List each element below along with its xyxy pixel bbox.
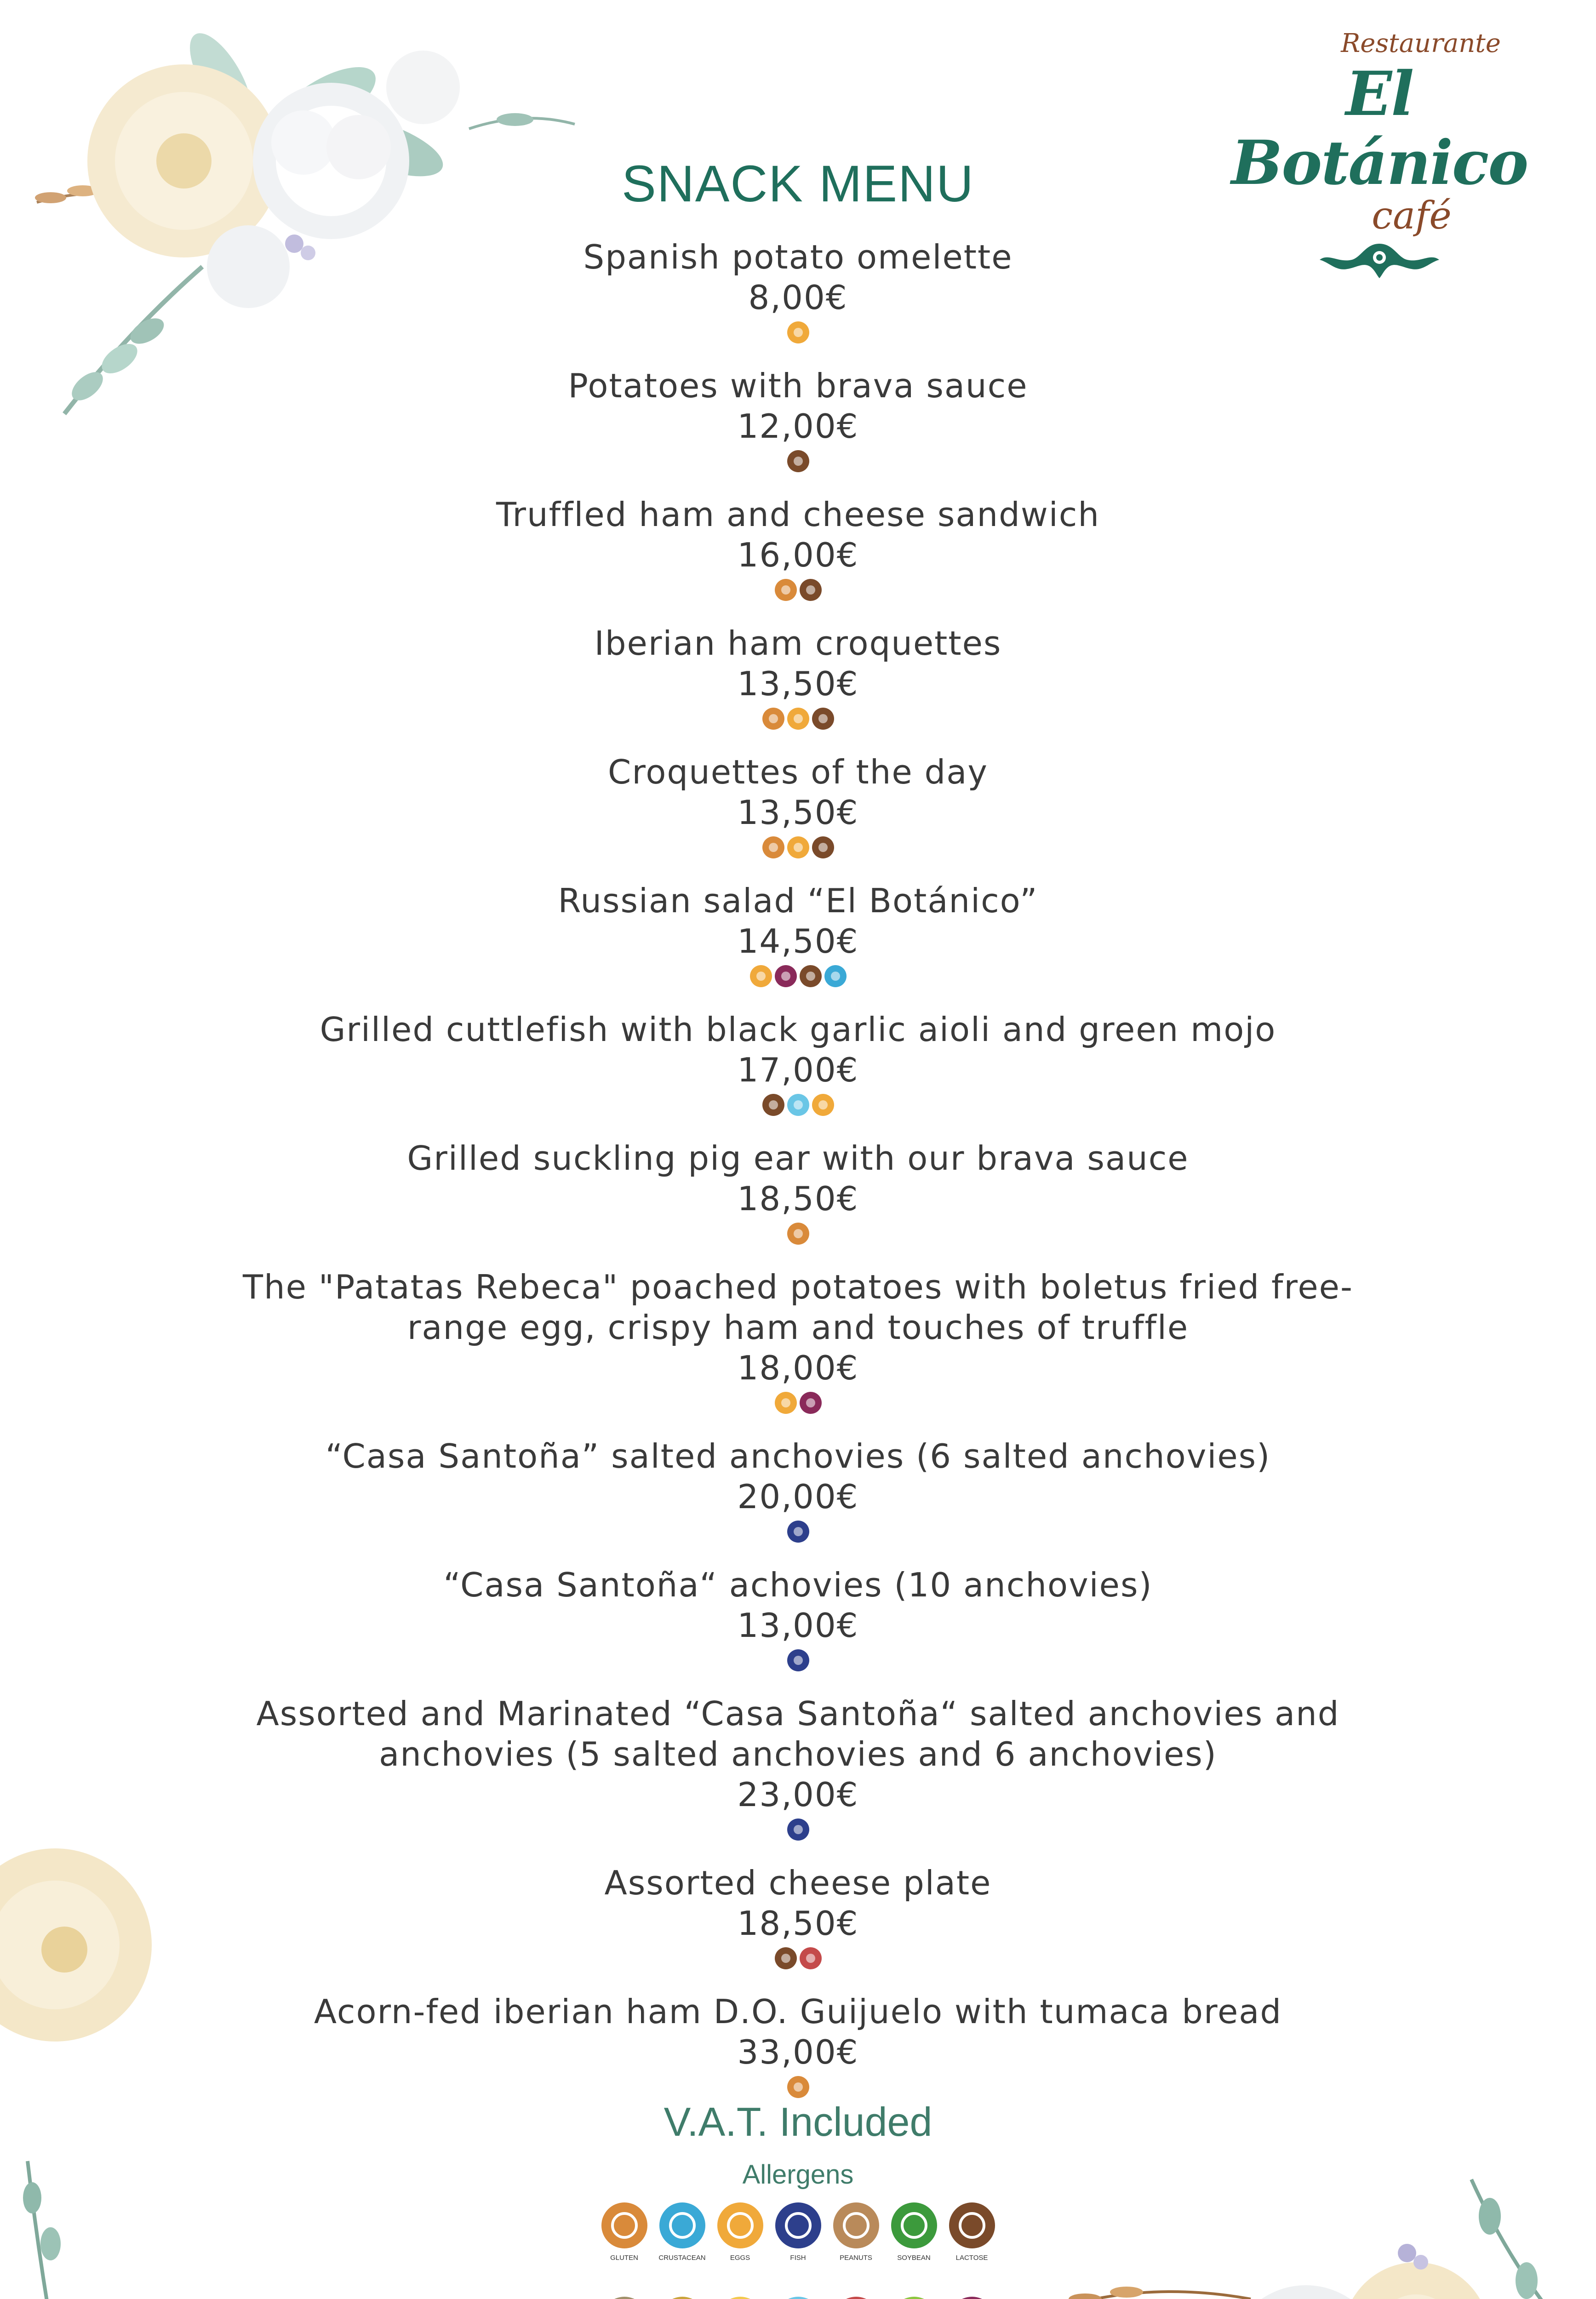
menu-item-price: 23,00€ [737,1775,859,1814]
fish-allergen-icon [787,1819,809,1841]
legend-label-eggs: EGGS [730,2254,750,2262]
eggs-icon [717,2202,763,2248]
menu-item-allergens [230,1221,1366,1247]
gluten-allergen-icon [762,708,784,730]
menu-item [230,1436,1366,1544]
menu-item-name: Spanish potato omelette [583,238,1013,276]
legend-item-eggs [716,2202,765,2262]
legend-item-celery [890,2297,938,2299]
menu-item-allergens [230,1390,1366,1416]
menu-item-allergens [230,1092,1366,1118]
menu-item-price: 18,50€ [737,1904,859,1943]
fish-allergen-icon [787,1521,809,1543]
shell-icon [775,2297,821,2299]
legend-label-peanuts: PEANUTS [840,2254,872,2262]
allergen-legend-row-2 [0,2297,1596,2299]
menu-item-allergens [230,1647,1366,1673]
menu-item-allergens [230,2074,1366,2100]
soy-pod-icon [891,2202,937,2248]
menu-item-allergens [230,1945,1366,1971]
eggs-allergen-icon [812,1094,834,1116]
menu-item-price: 8,00€ [748,278,848,317]
menu-item-price: 13,00€ [737,1606,859,1645]
eggs-allergen-icon [787,708,809,730]
menu-item-allergens [230,320,1366,345]
menu-item-name: Assorted cheese plate [604,1864,992,1902]
wheat-icon [601,2202,647,2248]
legend-label-soybean: SOYBEAN [897,2254,931,2262]
menu-item-list [230,237,1366,2120]
menu-item-allergens [230,706,1366,732]
menu-item-price: 14,50€ [737,922,859,961]
menu-item-name: The "Patatas Rebeca" poached potatoes with boletus fried free-range egg, crispy ham and touches of truffle [243,1268,1353,1347]
eggs-allergen-icon [787,836,809,858]
gluten-allergen-icon [787,1223,809,1245]
menu-item-price: 17,00€ [737,1051,859,1089]
legend-item-soybean [890,2202,938,2262]
eggs-allergen-icon [787,321,809,343]
gluten-allergen-icon [775,579,797,601]
menu-item-name: “Casa Santoña” salted anchovies (6 salted anchovies) [325,1437,1271,1475]
menu-item [230,494,1366,603]
menu-item [230,1991,1366,2100]
menu-item-price: 18,00€ [737,1349,859,1387]
menu-item-name: Potatoes with brava sauce [568,366,1028,405]
menu-item [230,623,1366,732]
menu-item-name: Iberian ham croquettes [594,624,1002,663]
menu-item [230,1138,1366,1247]
celery-icon [891,2297,937,2299]
menu-title: SNACK MENU [622,155,974,212]
logo-subtitle: café [1372,194,1452,238]
menu-item-price: 18,50€ [737,1179,859,1218]
legend-item-lupin [716,2297,765,2299]
nuts-allergen-icon [800,1947,822,1969]
legend-item-mustard [658,2297,707,2299]
menu-item-name: Assorted and Marinated “Casa Santoña“ salted anchovies and anchovies (5 salted anchovies and 6 anchovies) [256,1694,1340,1773]
menu-item-allergens [230,1519,1366,1544]
menu-item [230,1565,1366,1673]
lactose-allergen-icon [787,450,809,472]
logo-superscript: Restaurante [1341,29,1501,58]
lactose-allergen-icon [812,708,834,730]
menu-item [230,366,1366,474]
menu-item-price: 13,50€ [737,664,859,703]
legend-label-lactose: LACTOSE [955,2254,988,2262]
gluten-allergen-icon [762,836,784,858]
legend-item-mollusc [774,2297,823,2299]
gluten-allergen-icon [787,2076,809,2098]
menu-item-name: Croquettes of the day [608,753,988,791]
lupin-icon [717,2297,763,2299]
legend-item-lactose [948,2202,996,2262]
menu-item [230,237,1366,345]
mollusc-allergen-icon [787,1094,809,1116]
sulphites-icon [949,2297,995,2299]
menu-item-name: Grilled suckling pig ear with our brava sauce [407,1139,1189,1178]
legend-item-fish [774,2202,823,2262]
menu-item-allergens [230,577,1366,603]
sulphites-allergen-icon [775,965,797,987]
sesame-icon [601,2297,647,2299]
legend-item-nuts [832,2297,881,2299]
eggs-allergen-icon [775,1392,797,1414]
menu-item-allergens [230,963,1366,989]
menu-item-allergens [230,1817,1366,1842]
peanut-icon [833,2202,879,2248]
menu-item [230,881,1366,989]
lactose-allergen-icon [800,579,822,601]
menu-item-price: 33,00€ [737,2033,859,2071]
legend-item-peanuts [832,2202,881,2262]
menu-item [230,1009,1366,1118]
menu-item-name: Russian salad “El Botánico” [558,881,1038,920]
lactose-allergen-icon [812,836,834,858]
fish-icon [775,2202,821,2248]
menu-item [230,1863,1366,1971]
sulphites-allergen-icon [800,1392,822,1414]
allergen-legend-row-1 [0,2202,1596,2262]
allergens-title: Allergens [742,2160,854,2190]
legend-item-sulphites [948,2297,996,2299]
crab-icon [659,2202,705,2248]
menu-item-name: “Casa Santoña“ achovies (10 anchovies) [443,1566,1153,1604]
menu-item [230,1693,1366,1842]
fish-allergen-icon [787,1649,809,1671]
menu-item-price: 12,00€ [737,407,859,446]
legend-item-gluten [600,2202,649,2262]
milk-jug-icon [949,2202,995,2248]
menu-item-name: Grilled cuttlefish with black garlic aioli and green mojo [320,1010,1276,1049]
menu-item [230,1267,1366,1416]
legend-label-crustacean: CRUSTACEAN [658,2254,706,2262]
menu-item-price: 16,00€ [737,536,859,574]
menu-item [230,752,1366,860]
logo-name: El Botánico [1231,58,1528,199]
menu-item-name: Truffled ham and cheese sandwich [496,495,1100,534]
mustard-bottle-icon [659,2297,705,2299]
crustacean-allergen-icon [824,965,847,987]
menu-item-price: 13,50€ [737,793,859,832]
legend-label-fish: FISH [790,2254,806,2262]
vat-note: V.A.T. Included [664,2099,932,2145]
legend-item-sesame [600,2297,649,2299]
lactose-allergen-icon [800,965,822,987]
legend-item-crustacean [658,2202,707,2262]
menu-item-price: 20,00€ [737,1477,859,1516]
menu-item-allergens [230,448,1366,474]
nut-icon [833,2297,879,2299]
lactose-allergen-icon [762,1094,784,1116]
menu-item-name: Acorn-fed iberian ham D.O. Guijuelo with tumaca bread [314,1992,1282,2031]
lactose-allergen-icon [775,1947,797,1969]
legend-label-gluten: GLUTEN [610,2254,638,2262]
eggs-allergen-icon [750,965,772,987]
menu-item-allergens [230,835,1366,860]
